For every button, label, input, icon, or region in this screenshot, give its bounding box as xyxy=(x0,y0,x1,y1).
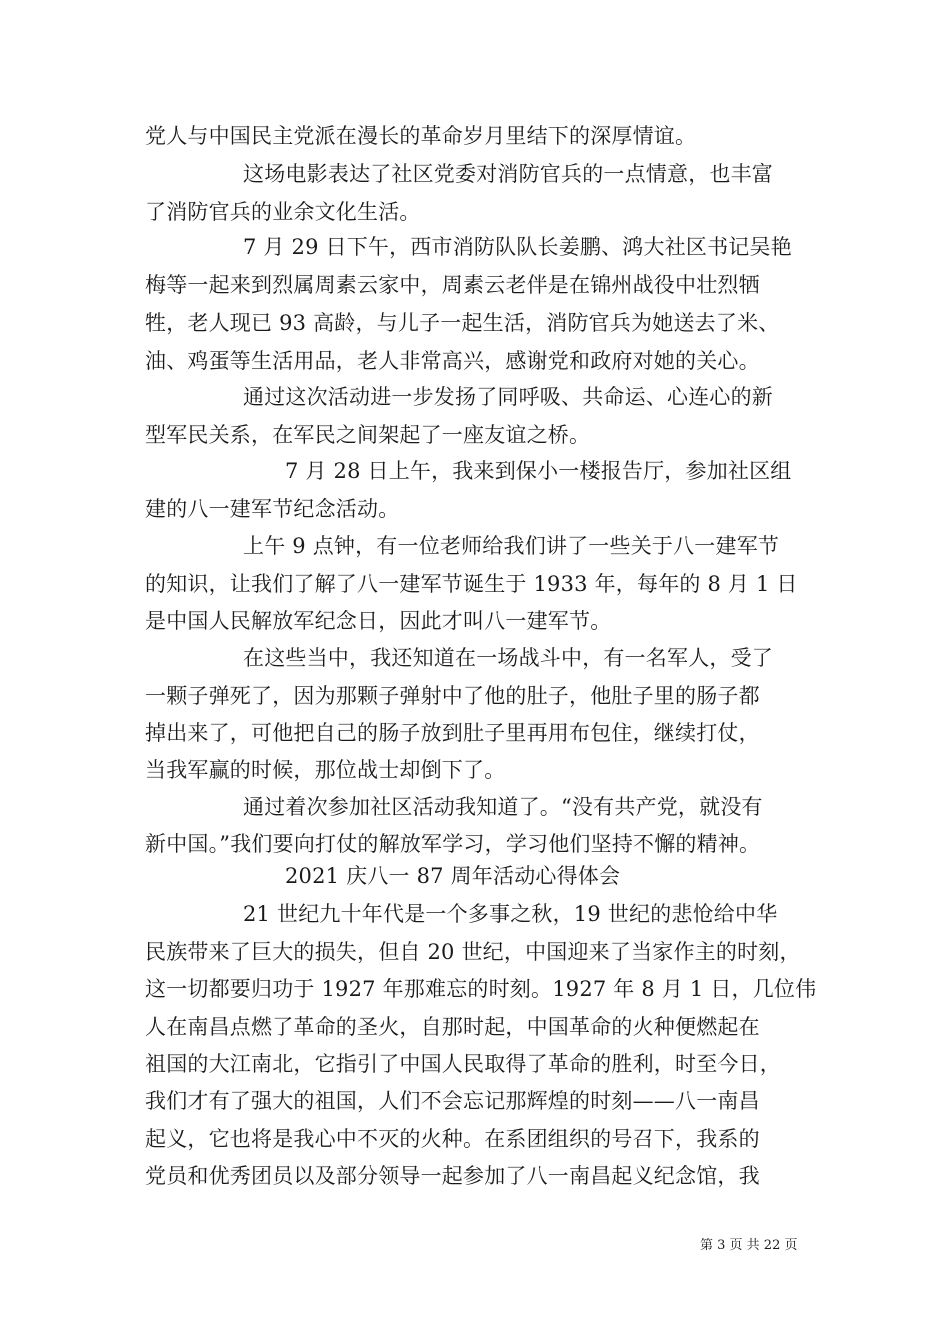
text-line: 这一切都要归功于 1927 年那难忘的时刻。1927 年 8 月 1 日，几位伟 xyxy=(145,977,817,1001)
text-line: 牲，老人现已 93 高龄，与儿子一起生活，消防官兵为她送去了米、 xyxy=(145,311,780,335)
text-line: 的知识，让我们了解了八一建军节诞生于 1933 年，每年的 8 月 1 日 xyxy=(145,572,798,596)
text-line: 7 月 28 日上午，我来到保小一楼报告厅，参加社区组 xyxy=(285,459,792,483)
text-line: 我们才有了强大的祖国，人们不会忘记那辉煌的时刻——八一南昌 xyxy=(145,1089,760,1113)
text-line: 7 月 29 日下午，西市消防队队长姜鹏、鸿大社区书记吴艳 xyxy=(243,235,792,259)
text-line: 人在南昌点燃了革命的圣火，自那时起，中国革命的火种便燃起在 xyxy=(145,1015,760,1039)
text-line: 当我军赢的时候，那位战士却倒下了。 xyxy=(145,758,506,782)
text-line: 祖国的大江南北，它指引了中国人民取得了革命的胜利，时至今日， xyxy=(145,1052,781,1076)
text-line: 掉出来了，可他把自己的肠子放到肚子里再用布包住，继续打仗， xyxy=(145,721,760,745)
text-line: 这场电影表达了社区党委对消防官兵的一点情意，也丰富 xyxy=(243,162,773,186)
text-line: 型军民关系，在军民之间架起了一座友谊之桥。 xyxy=(145,423,591,447)
text-line: 民族带来了巨大的损失，但自 20 世纪，中国迎来了当家作主的时刻， xyxy=(145,940,801,964)
text-line: 起义，它也将是我心中不灭的火种。在系团组织的号召下，我系的 xyxy=(145,1127,760,1151)
text-line: 是中国人民解放军纪念日，因此才叫八一建军节。 xyxy=(145,609,612,633)
text-line: 党人与中国民主党派在漫长的革命岁月里结下的深厚情谊。 xyxy=(145,124,697,148)
text-line: 在这些当中，我还知道在一场战斗中，有一名军人，受了 xyxy=(243,646,773,670)
text-line: 建的八一建军节纪念活动。 xyxy=(145,497,400,521)
page-number: 第 3 页 共 22 页 xyxy=(700,1238,798,1253)
text-line: 上午 9 点钟，有一位老师给我们讲了一些关于八一建军节 xyxy=(243,534,780,558)
section-heading: 2021 庆八一 87 周年活动心得体会 xyxy=(285,864,621,888)
text-line: 党员和优秀团员以及部分领导一起参加了八一南昌起义纪念馆，我 xyxy=(145,1164,760,1188)
text-line: 了消防官兵的业余文化生活。 xyxy=(145,200,421,224)
text-line: 通过这次活动进一步发扬了同呼吸、共命运、心连心的新 xyxy=(243,385,773,409)
text-line: 新中国。”我们要向打仗的解放军学习，学习他们坚持不懈的精神。 xyxy=(145,832,761,856)
text-line: 一颗子弹死了，因为那颗子弹射中了他的肚子，他肚子里的肠子都 xyxy=(145,684,760,708)
text-line: 梅等一起来到烈属周素云家中，周素云老伴是在锦州战役中壮烈牺 xyxy=(145,273,760,297)
text-line: 油、鸡蛋等生活用品，老人非常高兴，感谢党和政府对她的关心。 xyxy=(145,349,760,373)
text-line: 21 世纪九十年代是一个多事之秋，19 世纪的悲怆给中华 xyxy=(243,902,778,926)
text-line: 通过着次参加社区活动我知道了。“没有共产党，就没有 xyxy=(243,795,763,819)
